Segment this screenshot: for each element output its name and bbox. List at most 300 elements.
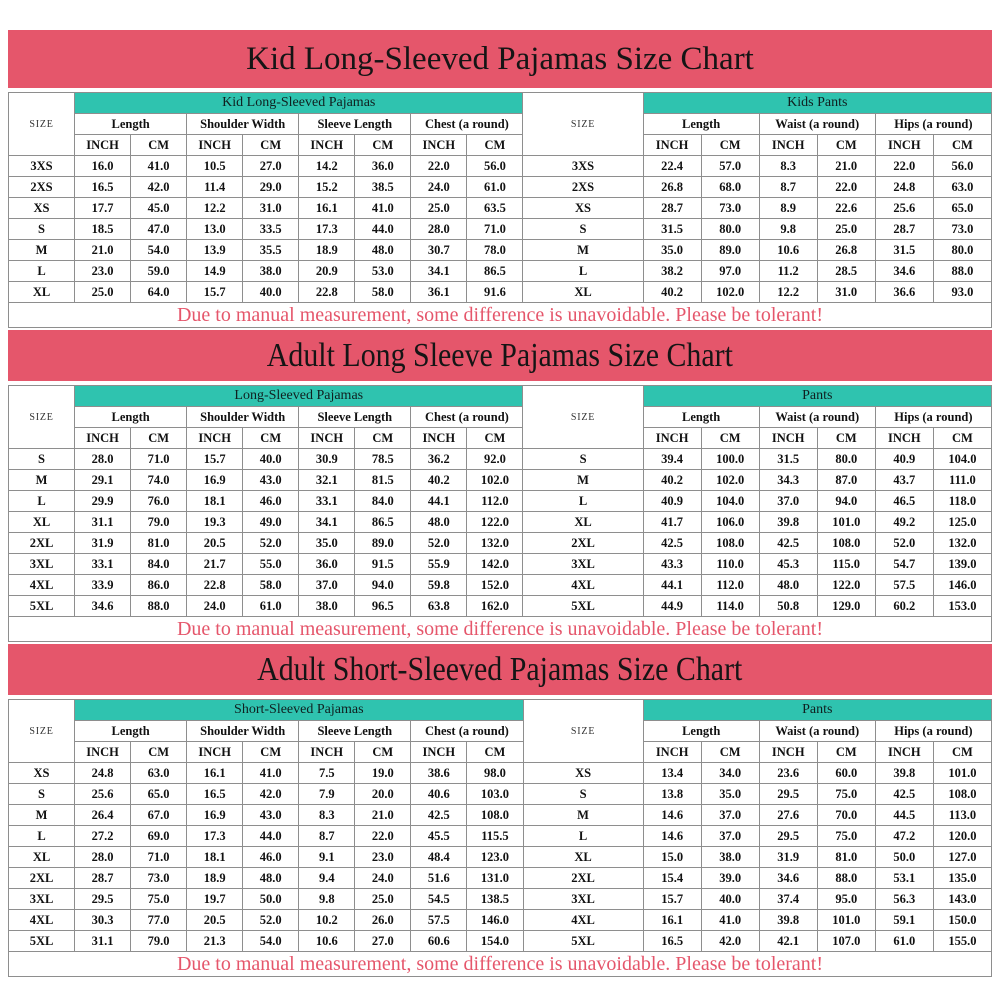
size-cell: 5XL: [9, 931, 75, 952]
value-cell: 129.0: [817, 596, 875, 617]
unit-header-cm: CM: [817, 428, 875, 449]
value-cell: 38.2: [643, 261, 701, 282]
value-cell: 34.1: [299, 512, 355, 533]
value-cell: 49.0: [243, 512, 299, 533]
value-cell: 94.0: [817, 491, 875, 512]
value-cell: 48.0: [243, 868, 299, 889]
unit-header-inch: INCH: [643, 135, 701, 156]
size-cell: XS: [523, 763, 643, 784]
value-cell: 58.0: [355, 282, 411, 303]
value-cell: 19.7: [187, 889, 243, 910]
data-row: [9, 784, 992, 805]
group-header-row: [9, 386, 992, 407]
data-row: [9, 449, 992, 470]
size-cell: 3XL: [9, 554, 75, 575]
value-cell: 25.6: [75, 784, 131, 805]
value-cell: 58.0: [243, 575, 299, 596]
value-cell: 103.0: [467, 784, 523, 805]
value-cell: 38.6: [411, 763, 467, 784]
value-cell: 150.0: [933, 910, 991, 931]
value-cell: 138.5: [467, 889, 523, 910]
value-cell: 38.5: [355, 177, 411, 198]
size-cell: L: [523, 826, 643, 847]
data-row: [9, 554, 992, 575]
value-cell: 64.0: [131, 282, 187, 303]
adult-short-sleeve-table: [8, 699, 992, 977]
value-cell: 61.0: [243, 596, 299, 617]
value-cell: 65.0: [933, 198, 991, 219]
value-cell: 42.0: [131, 177, 187, 198]
value-cell: 14.6: [643, 805, 701, 826]
value-cell: 80.0: [817, 449, 875, 470]
value-cell: 40.2: [643, 470, 701, 491]
measure-header: Chest (a round): [411, 114, 523, 135]
value-cell: 95.0: [817, 889, 875, 910]
data-row: [9, 470, 992, 491]
unit-header-inch: INCH: [759, 428, 817, 449]
unit-header-row: [9, 742, 992, 763]
value-cell: 43.3: [643, 554, 701, 575]
size-cell: XS: [523, 198, 643, 219]
unit-header-inch: INCH: [187, 428, 243, 449]
unit-header-cm: CM: [243, 135, 299, 156]
value-cell: 31.1: [75, 931, 131, 952]
value-cell: 22.6: [817, 198, 875, 219]
value-cell: 29.0: [243, 177, 299, 198]
value-cell: 38.0: [299, 596, 355, 617]
value-cell: 21.0: [355, 805, 411, 826]
kid-chart-title: Kid Long-Sleeved Pajamas Size Chart: [246, 41, 754, 77]
value-cell: 115.0: [817, 554, 875, 575]
size-cell: S: [523, 449, 643, 470]
value-cell: 20.5: [187, 910, 243, 931]
value-cell: 36.0: [299, 554, 355, 575]
value-cell: 123.0: [467, 847, 523, 868]
size-cell: 3XL: [9, 889, 75, 910]
value-cell: 42.5: [759, 533, 817, 554]
unit-header-inch: INCH: [75, 135, 131, 156]
value-cell: 74.0: [131, 470, 187, 491]
value-cell: 44.5: [875, 805, 933, 826]
value-cell: 127.0: [933, 847, 991, 868]
size-cell: 2XL: [523, 533, 643, 554]
value-cell: 16.1: [187, 763, 243, 784]
unit-header-cm: CM: [701, 428, 759, 449]
value-cell: 112.0: [467, 491, 523, 512]
value-cell: 49.2: [875, 512, 933, 533]
value-cell: 20.5: [187, 533, 243, 554]
value-cell: 75.0: [817, 784, 875, 805]
unit-header-inch: INCH: [875, 742, 933, 763]
value-cell: 15.7: [643, 889, 701, 910]
value-cell: 13.4: [643, 763, 701, 784]
value-cell: 45.0: [131, 198, 187, 219]
pants-group-header: Kids Pants: [643, 93, 991, 114]
value-cell: 56.3: [875, 889, 933, 910]
value-cell: 86.5: [467, 261, 523, 282]
unit-header-cm: CM: [467, 742, 523, 763]
size-cell: L: [9, 826, 75, 847]
value-cell: 53.1: [875, 868, 933, 889]
value-cell: 40.0: [243, 449, 299, 470]
value-cell: 41.7: [643, 512, 701, 533]
value-cell: 67.0: [131, 805, 187, 826]
value-cell: 46.0: [243, 847, 299, 868]
value-cell: 29.5: [75, 889, 131, 910]
pants-group-header: Pants: [643, 386, 991, 407]
measure-header: Shoulder Width: [187, 114, 299, 135]
value-cell: 28.0: [411, 219, 467, 240]
value-cell: 44.0: [243, 826, 299, 847]
measure-header: Waist (a round): [759, 114, 875, 135]
value-cell: 28.7: [643, 198, 701, 219]
value-cell: 84.0: [355, 491, 411, 512]
value-cell: 122.0: [467, 512, 523, 533]
value-cell: 35.5: [243, 240, 299, 261]
value-cell: 98.0: [467, 763, 523, 784]
value-cell: 12.2: [759, 282, 817, 303]
value-cell: 21.0: [817, 156, 875, 177]
value-cell: 40.2: [643, 282, 701, 303]
value-cell: 44.1: [411, 491, 467, 512]
value-cell: 15.4: [643, 868, 701, 889]
value-cell: 73.0: [933, 219, 991, 240]
value-cell: 28.5: [817, 261, 875, 282]
unit-header-cm: CM: [933, 135, 991, 156]
value-cell: 51.6: [411, 868, 467, 889]
value-cell: 93.0: [933, 282, 991, 303]
value-cell: 21.0: [75, 240, 131, 261]
value-cell: 86.0: [131, 575, 187, 596]
value-cell: 22.4: [643, 156, 701, 177]
value-cell: 33.1: [299, 491, 355, 512]
value-cell: 15.0: [643, 847, 701, 868]
value-cell: 113.0: [933, 805, 991, 826]
value-cell: 28.7: [875, 219, 933, 240]
group-header-row: [9, 700, 992, 721]
value-cell: 36.2: [411, 449, 467, 470]
kid-size-table: [8, 92, 992, 328]
size-cell: M: [523, 805, 643, 826]
value-cell: 108.0: [701, 533, 759, 554]
adult-long-sleeve-title-banner: [8, 330, 992, 381]
value-cell: 40.9: [875, 449, 933, 470]
value-cell: 25.0: [817, 219, 875, 240]
value-cell: 23.0: [75, 261, 131, 282]
value-cell: 8.7: [759, 177, 817, 198]
value-cell: 54.5: [411, 889, 467, 910]
value-cell: 30.7: [411, 240, 467, 261]
value-cell: 39.8: [759, 910, 817, 931]
value-cell: 25.0: [411, 198, 467, 219]
value-cell: 101.0: [817, 512, 875, 533]
value-cell: 22.0: [875, 156, 933, 177]
value-cell: 16.9: [187, 470, 243, 491]
unit-header-inch: INCH: [759, 742, 817, 763]
size-cell: L: [9, 261, 75, 282]
value-cell: 23.0: [355, 847, 411, 868]
value-cell: 125.0: [933, 512, 991, 533]
size-cell: S: [9, 784, 75, 805]
unit-header-inch: INCH: [187, 742, 243, 763]
value-cell: 42.5: [875, 784, 933, 805]
value-cell: 48.0: [411, 512, 467, 533]
value-cell: 21.3: [187, 931, 243, 952]
data-row: [9, 177, 992, 198]
value-cell: 34.6: [759, 868, 817, 889]
value-cell: 75.0: [131, 889, 187, 910]
value-cell: 27.2: [75, 826, 131, 847]
size-cell: XL: [9, 512, 75, 533]
value-cell: 14.2: [299, 156, 355, 177]
measure-header: Length: [75, 721, 187, 742]
size-cell: S: [523, 219, 643, 240]
disclaimer-text: Due to manual measurement, some difference is unavoidable. Please be tolerant!: [9, 303, 992, 328]
value-cell: 65.0: [131, 784, 187, 805]
value-cell: 26.8: [643, 177, 701, 198]
value-cell: 27.0: [355, 931, 411, 952]
value-cell: 15.2: [299, 177, 355, 198]
value-cell: 39.8: [759, 512, 817, 533]
size-cell: 2XL: [523, 868, 643, 889]
size-cell: M: [523, 240, 643, 261]
value-cell: 48.0: [759, 575, 817, 596]
value-cell: 18.1: [187, 847, 243, 868]
value-cell: 13.0: [187, 219, 243, 240]
value-cell: 35.0: [299, 533, 355, 554]
value-cell: 153.0: [933, 596, 991, 617]
value-cell: 34.3: [759, 470, 817, 491]
value-cell: 43.0: [243, 470, 299, 491]
unit-header-cm: CM: [355, 742, 411, 763]
size-column-header: SIZE: [523, 93, 643, 156]
value-cell: 25.0: [355, 889, 411, 910]
value-cell: 97.0: [701, 261, 759, 282]
value-cell: 80.0: [701, 219, 759, 240]
value-cell: 78.5: [355, 449, 411, 470]
value-cell: 42.0: [243, 784, 299, 805]
value-cell: 102.0: [701, 470, 759, 491]
value-cell: 16.1: [643, 910, 701, 931]
size-cell: XS: [9, 198, 75, 219]
value-cell: 86.5: [355, 512, 411, 533]
measure-header: Shoulder Width: [187, 407, 299, 428]
value-cell: 115.5: [467, 826, 523, 847]
value-cell: 25.0: [75, 282, 131, 303]
value-cell: 70.0: [817, 805, 875, 826]
data-row: [9, 512, 992, 533]
value-cell: 61.0: [467, 177, 523, 198]
measure-header: Shoulder Width: [187, 721, 299, 742]
unit-header-cm: CM: [131, 135, 187, 156]
value-cell: 19.0: [355, 763, 411, 784]
value-cell: 29.5: [759, 826, 817, 847]
size-cell: M: [9, 805, 75, 826]
value-cell: 34.6: [75, 596, 131, 617]
unit-header-cm: CM: [817, 742, 875, 763]
value-cell: 77.0: [131, 910, 187, 931]
value-cell: 59.8: [411, 575, 467, 596]
value-cell: 101.0: [933, 763, 991, 784]
unit-header-inch: INCH: [643, 742, 701, 763]
value-cell: 71.0: [131, 847, 187, 868]
value-cell: 26.4: [75, 805, 131, 826]
measure-header-row: [9, 114, 992, 135]
value-cell: 132.0: [467, 533, 523, 554]
value-cell: 80.0: [933, 240, 991, 261]
value-cell: 57.5: [411, 910, 467, 931]
disclaimer-text: Due to manual measurement, some difference is unavoidable. Please be tolerant!: [9, 617, 992, 642]
value-cell: 16.5: [75, 177, 131, 198]
value-cell: 81.0: [817, 847, 875, 868]
value-cell: 54.0: [131, 240, 187, 261]
value-cell: 24.0: [411, 177, 467, 198]
value-cell: 78.0: [467, 240, 523, 261]
value-cell: 31.5: [643, 219, 701, 240]
value-cell: 46.5: [875, 491, 933, 512]
measure-header: Length: [643, 407, 759, 428]
value-cell: 36.6: [875, 282, 933, 303]
adult-short-sleeve-title-banner: [8, 644, 992, 695]
value-cell: 40.6: [411, 784, 467, 805]
size-cell: XL: [9, 282, 75, 303]
data-row: [9, 491, 992, 512]
size-cell: XL: [9, 847, 75, 868]
unit-header-inch: INCH: [187, 135, 243, 156]
value-cell: 63.0: [933, 177, 991, 198]
value-cell: 107.0: [817, 931, 875, 952]
value-cell: 30.9: [299, 449, 355, 470]
pajamas-group-header: Short-Sleeved Pajamas: [75, 700, 523, 721]
value-cell: 39.8: [875, 763, 933, 784]
value-cell: 94.0: [355, 575, 411, 596]
size-cell: 2XS: [523, 177, 643, 198]
value-cell: 38.0: [701, 847, 759, 868]
value-cell: 88.0: [817, 868, 875, 889]
value-cell: 14.6: [643, 826, 701, 847]
value-cell: 20.0: [355, 784, 411, 805]
size-cell: 2XS: [9, 177, 75, 198]
data-row: [9, 575, 992, 596]
unit-header-row: [9, 135, 992, 156]
pajamas-group-header: Kid Long-Sleeved Pajamas: [75, 93, 523, 114]
value-cell: 101.0: [817, 910, 875, 931]
value-cell: 154.0: [467, 931, 523, 952]
value-cell: 16.0: [75, 156, 131, 177]
value-cell: 69.0: [131, 826, 187, 847]
size-cell: 3XL: [523, 554, 643, 575]
value-cell: 30.3: [75, 910, 131, 931]
measure-header: Waist (a round): [759, 407, 875, 428]
size-cell: 3XS: [523, 156, 643, 177]
value-cell: 8.9: [759, 198, 817, 219]
value-cell: 24.8: [875, 177, 933, 198]
value-cell: 29.9: [75, 491, 131, 512]
value-cell: 20.9: [299, 261, 355, 282]
value-cell: 31.9: [75, 533, 131, 554]
group-header-row: [9, 93, 992, 114]
size-column-header: SIZE: [9, 700, 75, 763]
value-cell: 8.7: [299, 826, 355, 847]
value-cell: 43.7: [875, 470, 933, 491]
value-cell: 19.3: [187, 512, 243, 533]
measure-header: Length: [75, 407, 187, 428]
value-cell: 52.0: [411, 533, 467, 554]
unit-header-inch: INCH: [299, 742, 355, 763]
value-cell: 34.0: [701, 763, 759, 784]
data-row: [9, 219, 992, 240]
value-cell: 44.0: [355, 219, 411, 240]
value-cell: 50.8: [759, 596, 817, 617]
value-cell: 112.0: [701, 575, 759, 596]
data-row: [9, 910, 992, 931]
data-row: [9, 889, 992, 910]
value-cell: 31.9: [759, 847, 817, 868]
adult-long-sleeve-title: Adult Long Sleeve Pajamas Size Chart: [266, 337, 734, 374]
value-cell: 24.0: [355, 868, 411, 889]
size-cell: 3XL: [523, 889, 643, 910]
value-cell: 15.7: [187, 449, 243, 470]
unit-header-inch: INCH: [299, 428, 355, 449]
value-cell: 111.0: [933, 470, 991, 491]
data-row: [9, 596, 992, 617]
unit-header-inch: INCH: [875, 135, 933, 156]
value-cell: 108.0: [467, 805, 523, 826]
size-cell: S: [9, 219, 75, 240]
value-cell: 41.0: [701, 910, 759, 931]
value-cell: 91.6: [467, 282, 523, 303]
value-cell: 42.0: [701, 931, 759, 952]
value-cell: 48.0: [355, 240, 411, 261]
size-cell: 4XL: [9, 910, 75, 931]
value-cell: 16.1: [299, 198, 355, 219]
value-cell: 81.0: [131, 533, 187, 554]
measure-header: Chest (a round): [411, 721, 523, 742]
unit-header-cm: CM: [701, 742, 759, 763]
unit-header-inch: INCH: [411, 135, 467, 156]
measure-header: Sleeve Length: [299, 721, 411, 742]
data-row: [9, 763, 992, 784]
value-cell: 122.0: [817, 575, 875, 596]
value-cell: 108.0: [933, 784, 991, 805]
value-cell: 35.0: [701, 784, 759, 805]
value-cell: 79.0: [131, 931, 187, 952]
size-cell: 2XL: [9, 533, 75, 554]
value-cell: 37.0: [701, 805, 759, 826]
value-cell: 41.0: [243, 763, 299, 784]
value-cell: 45.3: [759, 554, 817, 575]
value-cell: 84.0: [131, 554, 187, 575]
value-cell: 37.4: [759, 889, 817, 910]
value-cell: 33.1: [75, 554, 131, 575]
data-row: [9, 156, 992, 177]
measure-header: Length: [75, 114, 187, 135]
value-cell: 152.0: [467, 575, 523, 596]
value-cell: 26.8: [817, 240, 875, 261]
size-cell: XS: [9, 763, 75, 784]
value-cell: 52.0: [875, 533, 933, 554]
value-cell: 33.5: [243, 219, 299, 240]
value-cell: 68.0: [701, 177, 759, 198]
disclaimer-row: [9, 952, 992, 977]
unit-header-cm: CM: [933, 428, 991, 449]
value-cell: 9.8: [759, 219, 817, 240]
value-cell: 63.5: [467, 198, 523, 219]
unit-header-cm: CM: [355, 428, 411, 449]
value-cell: 42.1: [759, 931, 817, 952]
value-cell: 135.0: [933, 868, 991, 889]
value-cell: 50.0: [243, 889, 299, 910]
